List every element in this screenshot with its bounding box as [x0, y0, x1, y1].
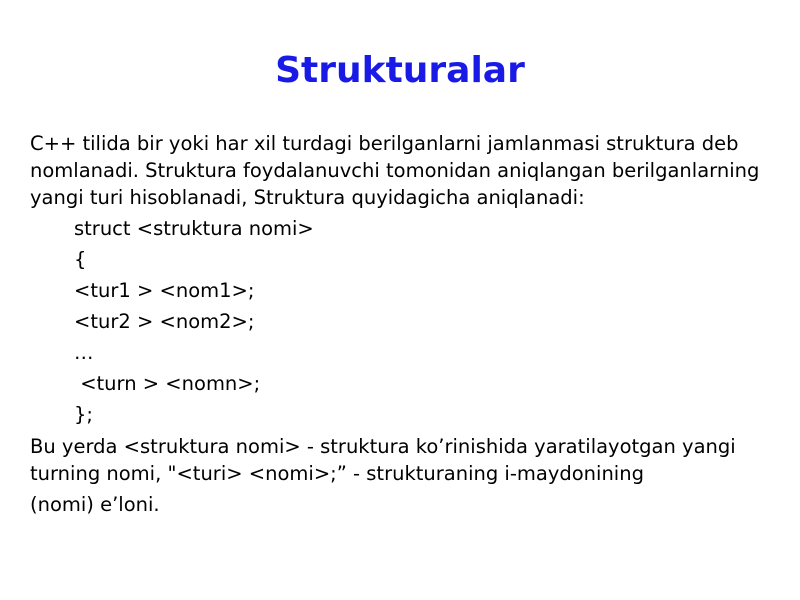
- intro-line-2: nomlanadi. Struktura foydalanuvchi tomonidan aniqlangan berilganlarning: [30, 159, 760, 182]
- slide-title: Strukturalar: [275, 50, 525, 91]
- code-line-close-brace: };: [74, 403, 93, 426]
- outro-line-2: turning nomi, "<turi> <nomi>;” - strukturaning i-maydonining: [30, 462, 644, 485]
- code-line-struct: struct <struktura nomi>: [74, 217, 314, 240]
- code-line-field-2: <tur2 > <nom2>;: [74, 310, 255, 333]
- intro-line-1: C++ tilida bir yoki har xil turdagi berilganlarni jamlanmasi struktura deb: [30, 132, 739, 155]
- intro-line-3: yangi turi hisoblanadi, Struktura quyidagicha aniqlanadi:: [30, 186, 585, 209]
- code-line-field-1: <tur1 > <nom1>;: [74, 279, 255, 302]
- code-line-ellipsis: …: [74, 341, 94, 364]
- code-line-field-n: <turn > <nomn>;: [74, 372, 261, 395]
- code-line-open-brace: {: [74, 248, 87, 271]
- outro-line-3: (nomi) e’loni.: [30, 493, 160, 516]
- outro-line-1: Bu yerda <struktura nomi> - struktura ko’rinishida yaratilayotgan yangi: [30, 435, 736, 458]
